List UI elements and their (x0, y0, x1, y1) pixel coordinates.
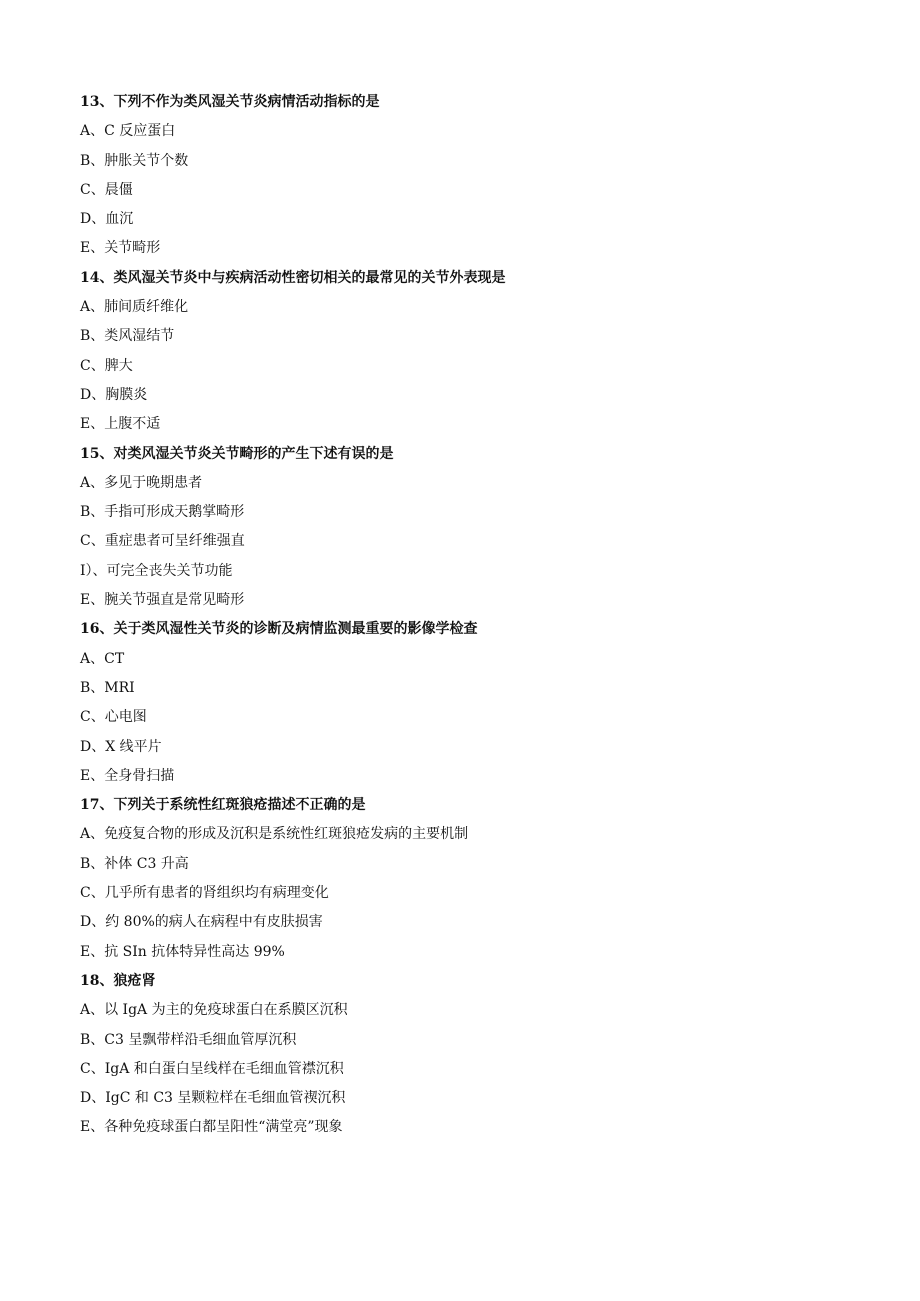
question-stem: 16、关于类风湿性关节炎的诊断及病情监测最重要的影像学检查 (80, 621, 478, 638)
option-d: I）、可完全丧失关节功能 (80, 562, 233, 579)
question-stem: 18、狼疮肾 (80, 972, 156, 989)
question-17 (80, 791, 880, 967)
option-c: C、重症患者可呈纤维强直 (80, 533, 245, 550)
option-c: C、几乎所有患者的肾组织均有病理变化 (80, 885, 329, 902)
option-a: A、多见于晚期患者 (80, 474, 203, 491)
question-stem: 17、下列关于系统性红斑狼疮描述不正确的是 (80, 797, 366, 814)
option-d: D、X 线平片 (80, 738, 162, 755)
option-e: E、关节畸形 (80, 240, 161, 257)
option-d: D、胸膜炎 (80, 386, 148, 403)
document-page (80, 88, 880, 1143)
option-e: E、上腹不适 (80, 416, 161, 433)
option-a: A、以 IgA 为主的免疫球蛋白在系膜区沉积 (80, 1002, 348, 1019)
option-b: B、手指可形成天鹅掌畸形 (80, 504, 245, 521)
option-d: D、约 80%的病人在病程中有皮肤损害 (80, 914, 323, 931)
option-a: A、CT (80, 650, 125, 667)
question-14 (80, 264, 880, 440)
option-c: C、心电图 (80, 709, 147, 726)
option-b: B、肿胀关节个数 (80, 152, 189, 169)
option-c: C、晨僵 (80, 181, 133, 198)
option-b: B、补体 C3 升高 (80, 855, 189, 872)
option-d: D、血沉 (80, 211, 134, 228)
question-18 (80, 967, 880, 1143)
question-13 (80, 88, 880, 264)
option-e: E、腕关节强直是常见畸形 (80, 592, 245, 609)
option-d: D、IgC 和 C3 呈颗粒样在毛细血管禊沉积 (80, 1090, 346, 1107)
question-stem: 15、对类风湿关节炎关节畸形的产生下述有误的是 (80, 445, 394, 462)
option-a: A、C 反应蛋白 (80, 123, 176, 140)
option-e: E、各种免疫球蛋白都呈阳性“满堂亮”现象 (80, 1119, 343, 1136)
option-b: B、类风湿结节 (80, 328, 175, 345)
question-15 (80, 440, 880, 616)
option-e: E、抗 SIn 抗体特异性高达 99% (80, 943, 285, 960)
option-a: A、肺间质纤维化 (80, 299, 189, 316)
question-stem: 14、类风湿关节炎中与疾病活动性密切相关的最常见的关节外表现是 (80, 269, 506, 286)
option-b: B、C3 呈飘带样沿毛细血管厚沉积 (80, 1031, 297, 1048)
question-stem: 13、下列不作为类风湿关节炎病情活动指标的是 (80, 94, 380, 110)
option-c: C、IgA 和白蛋白呈线样在毛细血管襟沉积 (80, 1060, 344, 1077)
option-e: E、全身骨扫描 (80, 767, 175, 784)
option-b: B、MRI (80, 679, 135, 696)
option-a: A、免疫复合物的形成及沉积是系统性红斑狼疮发病的主要机制 (80, 826, 469, 843)
question-16 (80, 615, 880, 791)
option-c: C、脾大 (80, 357, 133, 374)
